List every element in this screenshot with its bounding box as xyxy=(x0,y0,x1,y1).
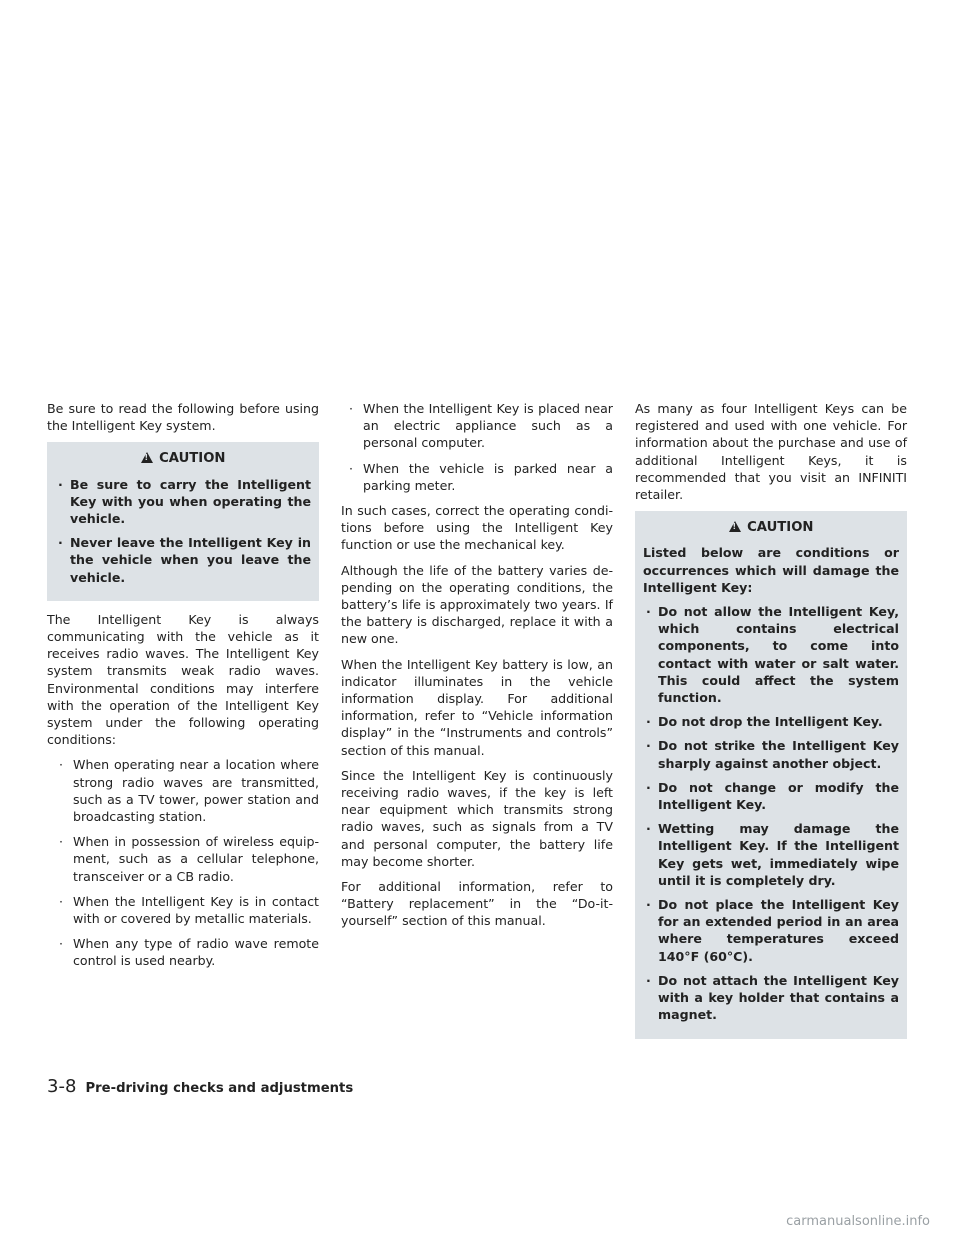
body-paragraph: The Intelligent Key is always communicating with the vehicle as it receives radio waves. The Intelligent Key system transmits weak radio waves. Environmental conditions may interfere with the operation of the Intelligent Key system under the following operating conditions: xyxy=(47,611,319,748)
caution-box-2 xyxy=(635,511,907,1038)
body-paragraph: For additional information, refer to “Battery replacement” in the “Do-it-yourself” section of this manual. xyxy=(341,879,613,929)
caution-item: · Be sure to carry the Intelligent Key with you when operating the vehicle. xyxy=(55,476,311,528)
condition-item: · When operating near a location where strong radio waves are transmitted, such as a TV tower, power station and broadcasting station. xyxy=(51,756,319,825)
caution-box-1 xyxy=(47,442,319,600)
conditions-list xyxy=(51,756,319,969)
conditions-list-continued xyxy=(341,400,613,494)
caution-item: · Do not attach the Intelligent Key with a key holder that contains a magnet. xyxy=(643,972,899,1024)
caution-item: · Do not place the Intelligent Key for an extended period in an area where temperatures exceed 140°F (60°C). xyxy=(643,896,899,965)
section-title: Pre-driving checks and adjustments xyxy=(85,1081,354,1096)
warning-triangle-icon xyxy=(729,521,741,532)
caution-title: CAUTION xyxy=(159,451,226,467)
caution-item: · Do not drop the Intelligent Key. xyxy=(643,713,899,730)
caution-item: · Wetting may damage the Intelligent Key. If the Intelligent Key gets wet, immediately wipe until it is completely dry. xyxy=(643,820,899,889)
column-3 xyxy=(635,400,907,1049)
condition-item: · When the Intelligent Key is placed near an electric appliance such as a personal computer. xyxy=(341,400,613,452)
condition-item: · When the vehicle is parked near a parking meter. xyxy=(341,460,613,494)
column-1 xyxy=(47,400,319,978)
caution-title: CAUTION xyxy=(747,520,814,536)
caution-heading xyxy=(643,519,899,536)
body-paragraph: In such cases, correct the operating conditions before using the Intelligent Key function or use the mechanical key. xyxy=(341,503,613,553)
caution-list xyxy=(55,476,311,586)
caution-list xyxy=(643,603,899,1023)
warning-triangle-icon xyxy=(141,452,153,463)
caution-item: · Never leave the Intelligent Key in the vehicle when you leave the vehicle. xyxy=(55,534,311,586)
page-footer xyxy=(47,1076,353,1097)
body-paragraph: Although the life of the battery varies depending on the operating conditions, the battery’s life is approximately two years. If the battery is discharged, replace it with a new one. xyxy=(341,562,613,647)
caution-heading xyxy=(55,450,311,467)
body-paragraph: As many as four Intelligent Keys can be registered and used with one vehicle. For information about the purchase and use of additional Intelligent Keys, it is recommended that you visit an INFINITI retailer. xyxy=(635,401,907,503)
caution-item: · Do not strike the Intelligent Key sharply against another object. xyxy=(643,737,899,771)
condition-item: · When the Intelligent Key is in contact with or covered by metallic materials. xyxy=(51,893,319,927)
page-number: 3-8 xyxy=(47,1076,77,1097)
condition-item: · When in possession of wireless equipment, such as a cellular telephone, transceiver or a CB radio. xyxy=(51,833,319,885)
column-2 xyxy=(341,400,613,938)
caution-item: · Do not allow the Intelligent Key, which contains electrical components, to come into contact with water or salt water. This could affect the system function. xyxy=(643,603,899,706)
body-paragraph: Since the Intelligent Key is continuously receiving radio waves, if the key is left near equipment which transmits strong radio waves, such as signals from a TV and personal computer, the battery life may become shorter. xyxy=(341,767,613,869)
caution-item: · Do not change or modify the Intelligent Key. xyxy=(643,779,899,813)
condition-item: · When any type of radio wave remote control is used nearby. xyxy=(51,935,319,969)
body-paragraph: When the Intelligent Key battery is low, an indicator illuminates in the vehicle information display. For additional information, refer to “Vehicle information display” in the “Instruments and controls” section of this manual. xyxy=(341,656,613,758)
caution-intro: Listed below are conditions or occurrences which will damage the Intelligent Key: xyxy=(643,545,899,595)
watermark: carmanualsonline.info xyxy=(786,1214,930,1229)
intro-paragraph: Be sure to read the following before using the Intelligent Key system. xyxy=(47,401,319,434)
